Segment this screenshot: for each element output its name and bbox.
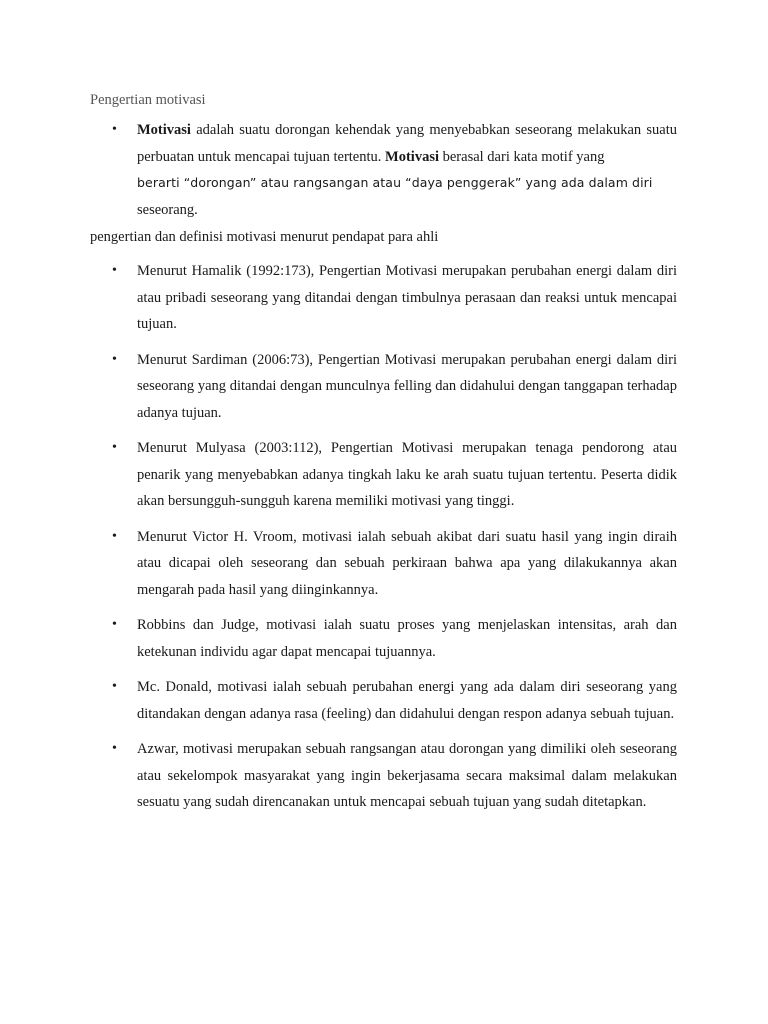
definition-text: Menurut Sardiman (2006:73), Pengertian Motivasi merupakan perubahan energi dalam diri seseorang yang ditandai dengan munculnya felling dan didahului dengan tanggapan terhadap adanya tujuan.	[137, 351, 677, 421]
bullet-icon: •	[112, 679, 117, 694]
definition-text: Robbins dan Judge, motivasi ialah suatu proses yang menjelaskan intensitas, arah dan ketekunan individu agar dapat mencapai tujuannya.	[137, 617, 677, 660]
definition-text: Azwar, motivasi merupakan sebuah rangsangan atau dorongan yang dimiliki oleh seseorang atau sekelompok masyarakat yang ingin bekerjasama secara maksimal dalam melakukan sesuatu yang sudah direncanakan untuk mencapai sebuah tujuan yang sudah ditetapkan.	[137, 741, 677, 810]
bullet-icon: •	[112, 122, 117, 137]
bullet-icon: •	[112, 741, 117, 756]
definitions-list	[0, 258, 768, 825]
definition-text: Menurut Mulyasa (2003:112), Pengertian Motivasi merupakan tenaga pendorong atau penarik yang menyebabkan adanya tingkah laku ke arah suatu tujuan tertentu. Peserta didik akan bersungguh-sungguh karena memiliki motivasi yang tinggi.	[137, 440, 677, 509]
subheading: pengertian dan definisi motivasi menurut pendapat para ahli	[90, 229, 439, 245]
bullet-icon: •	[112, 528, 117, 544]
definition-text: Menurut Hamalik (1992:173), Pengertian Motivasi merupakan perubahan energi dalam diri atau pribadi seseorang yang ditandai dengan timbulnya perasaan dan reaksi untuk mencapai tujuan.	[137, 263, 677, 332]
bullet-icon: •	[112, 440, 117, 455]
intro-text-3: berarti “dorongan” atau rangsangan atau “daya penggerak” yang ada dalam diri	[137, 175, 653, 190]
definition-text: Mc. Donald, motivasi ialah sebuah perubahan energi yang ada dalam diri seseorang yang ditandakan dengan adanya rasa (feeling) dan didahului dengan respon adanya sebuah tujuan.	[137, 679, 677, 722]
list-item	[0, 435, 768, 515]
intro-text-1: adalah suatu dorongan kehendak yang menyebabkan seseorang melakukan suatu perbuatan untuk mencapai tujuan tertentu.	[137, 122, 677, 165]
bullet-icon: •	[112, 263, 117, 278]
list-item	[0, 524, 768, 604]
bold-term: Motivasi	[385, 148, 439, 165]
list-item	[0, 736, 768, 816]
bullet-icon: •	[112, 617, 117, 632]
list-item	[0, 117, 768, 223]
intro-paragraph	[137, 117, 677, 223]
intro-text-4: seseorang.	[137, 201, 198, 218]
list-item	[0, 258, 768, 338]
section-heading: Pengertian motivasi	[90, 92, 206, 108]
list-item	[0, 612, 768, 665]
definition-text: Menurut Victor H. Vroom, motivasi ialah sebuah akibat dari suatu hasil yang ingin diraih atau dicapai oleh seseorang dan sebuah perkiraan bahwa apa yang dilakukannya akan mengarah pada hasil yang diinginkannya.	[137, 528, 677, 598]
intro-text-2: berasal dari kata motif yang	[439, 148, 605, 165]
bold-term: Motivasi	[137, 122, 191, 138]
list-item	[0, 674, 768, 727]
intro-list	[0, 117, 768, 223]
list-item	[0, 347, 768, 427]
bullet-icon: •	[112, 351, 117, 367]
